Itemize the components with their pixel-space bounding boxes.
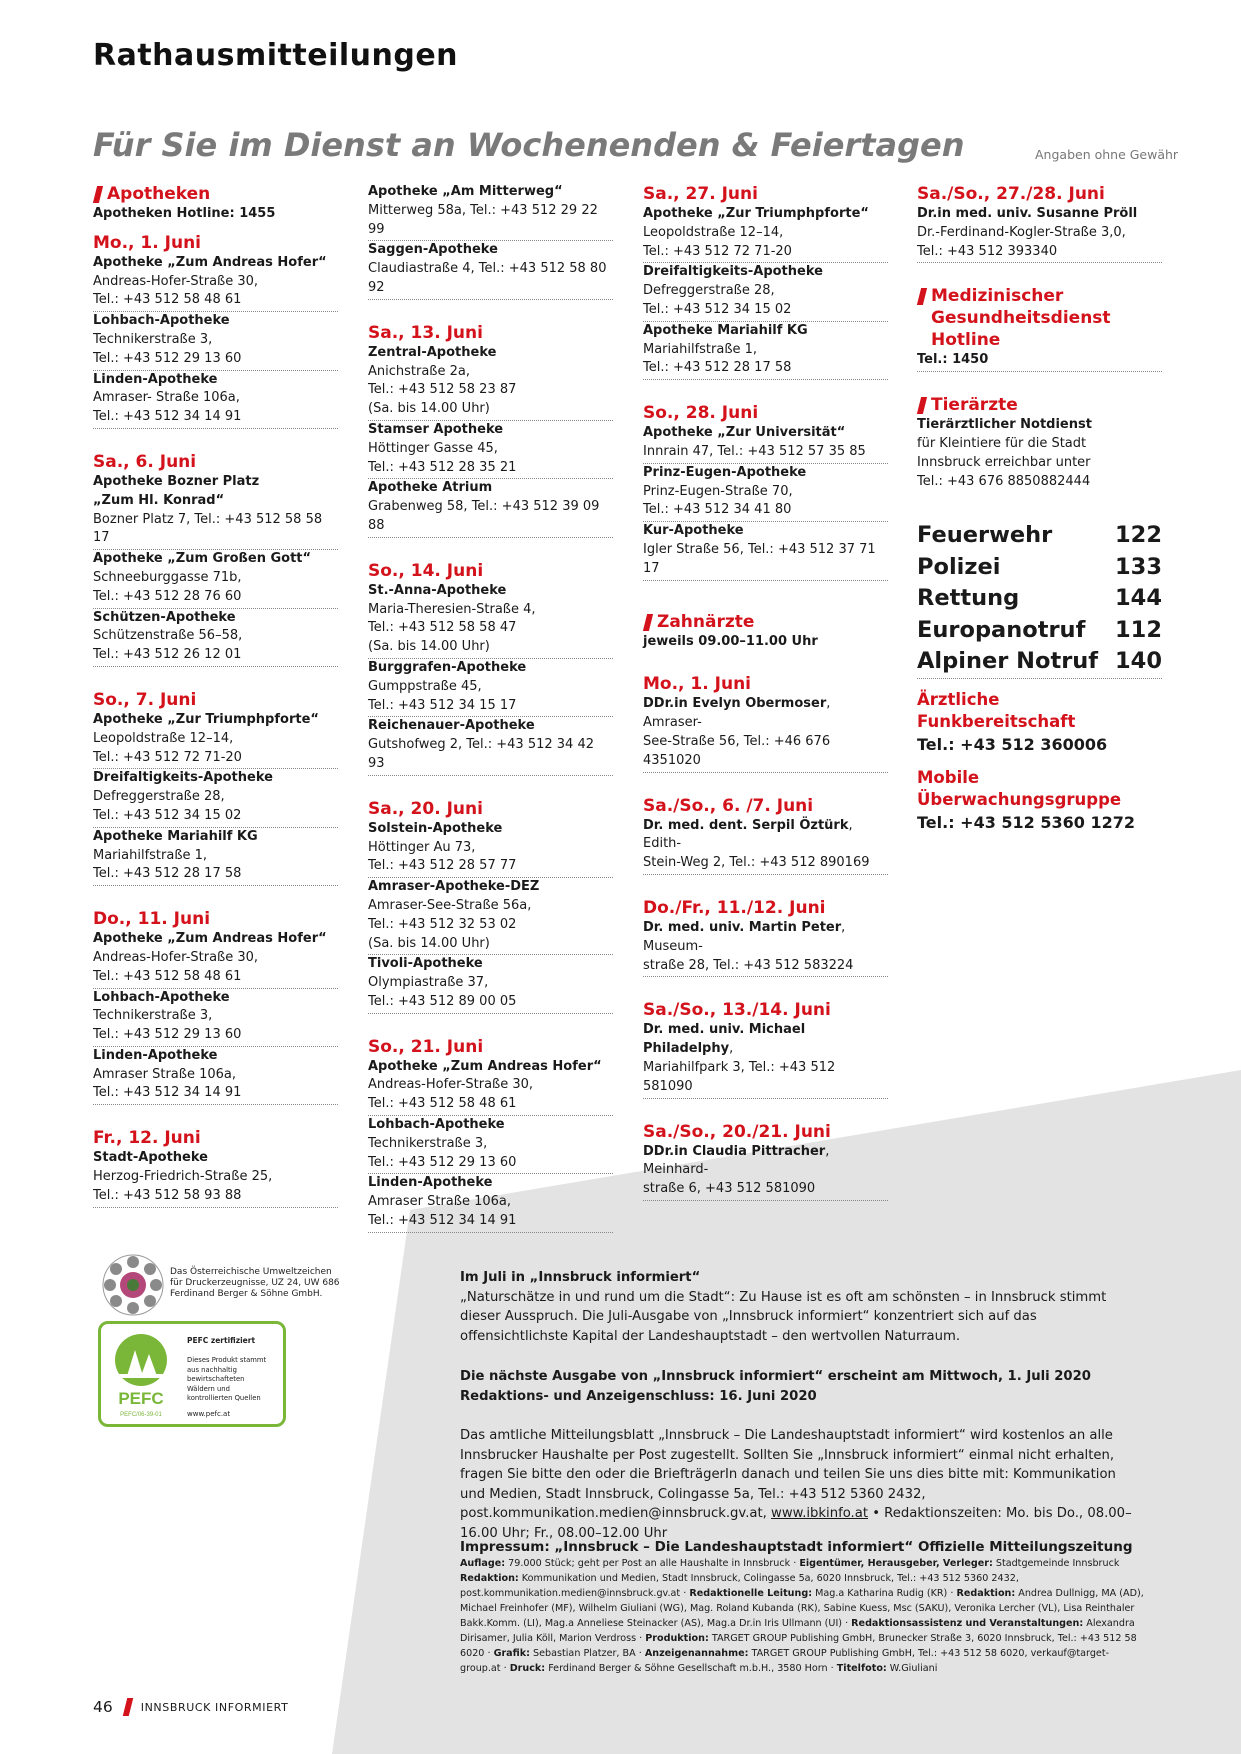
pharmacy-address-line: Mariahilfstraße 1, [643,341,758,357]
emergency-number: 122 [1115,522,1162,548]
duty-date: So., 7. Juni [93,689,197,710]
pharmacy-entry [368,1058,613,1116]
pharmacy-hotline: Apotheken Hotline: 1455 [93,206,276,221]
dentist-entry [643,1143,888,1201]
pharmacy-entry [368,1174,613,1232]
emergency-number: 144 [1115,585,1162,611]
deadline-text: Redaktions- und Anzeigenschluss: 16. Juni 2020 [460,1388,817,1404]
pharmacy-entry [368,241,613,299]
pharmacy-entry [643,424,888,464]
pharmacy-address-line: Igler Straße 56, Tel.: +43 512 37 71 17 [643,541,876,576]
pharmacy-address-line: Schützenstraße 56–58, [93,628,243,644]
pharmacy-address-line: Grabenweg 58, Tel.: +43 512 39 09 88 [368,499,600,533]
next-issue-text: Die nächste Ausgabe von „Innsbruck informiert“ erscheint am Mittwoch, 1. Juli 2020 [460,1369,1091,1384]
duty-date: Sa., 13. Juni [368,322,483,343]
pharmacy-address-line: Anichstraße 2a, [368,363,471,379]
pharmacy-name: Schützen-Apotheke [93,609,236,625]
pharmacy-entry [93,254,338,312]
duty-date: Fr., 12. Juni [93,1128,201,1149]
pharmacy-address-line: Tel.: +43 512 58 48 61 [368,1096,517,1112]
pharmacy-address-line: Tel.: +43 512 34 14 91 [93,409,242,425]
radio-standby-label: Ärztliche Funkbereitschaft [917,689,1076,731]
pharmacy-address-line: Defreggerstraße 28, [93,789,225,805]
impressum-label: Eigentümer, Herausgeber, Verleger: [799,1558,993,1569]
pharmacy-address-line: Tel.: +43 512 26 12 01 [93,647,242,663]
website-link[interactable]: www.ibkinfo.at [771,1506,869,1521]
impressum-label: Druck: [509,1663,546,1674]
impressum-label: Redaktion: [460,1573,519,1584]
eco-label-text-3: Ferdinand Berger & Söhne GmbH. [170,1289,323,1299]
doctor-entry: Dr.in med. univ. Susanne Pröll Dr.-Ferdinand-Kogler-Straße 3,0, Tel.: +43 512 393340 [917,205,1162,263]
dentist-name: Dr. med. univ. Michael Philadelphy [643,1022,806,1057]
duty-date: Sa., 6. Juni [93,451,197,472]
vet-service-name: Tierärztlicher Notdienst [917,417,1092,433]
pharmacy-entry [643,322,888,380]
pharmacy-address-line: Tel.: +43 512 34 41 80 [643,502,792,518]
dentist-address-start: , [729,1041,734,1057]
pharmacy-name: Linden-Apotheke [93,1047,218,1063]
pharmacy-address-line: Höttinger Au 73, [368,839,476,855]
dentist-name: Dr. med. univ. Martin Peter [643,919,842,935]
doctor-day-date: Sa./So., 27./28. Juni [917,184,1105,204]
mobile-monitoring-label: Mobile Überwachungsgruppe [917,767,1122,809]
pharmacy-entry [368,878,613,955]
july-preview [460,1268,1140,1346]
pharmacy-address-line: Tel.: +43 512 34 15 02 [93,807,242,823]
emergency-number: 140 [1115,648,1162,674]
impressum-title: Impressum: „Innsbruck – Die Landeshauptstadt informiert“ Offizielle Mitteilungszeitung [460,1539,1133,1555]
pharmacy-address-line: (Sa. bis 14.00 Uhr) [368,935,490,951]
pharmacy-name: Zentral-Apotheke [368,344,497,360]
pharmacy-name: Saggen-Apotheke [368,242,498,258]
impressum-value: Mag.a Katharina Rudig (KR) · [812,1588,957,1599]
pharmacy-address-line: Maria-Theresien-Straße 4, [368,601,536,617]
pharmacy-name: Apotheke „Zum Großen Gott“ [93,551,312,567]
pefc-title: PEFC zertifiziert [187,1336,256,1345]
pharmacy-address-line: Andreas-Hofer-Straße 30, [93,273,259,289]
emergency-label: Polizei [917,553,1001,580]
impressum-value: W.Giuliani [886,1663,938,1674]
medical-hotline-tel: Tel.: 1450 [917,351,1162,372]
page-header: Rathausmitteilungen [93,38,459,73]
dentist-date: Sa./So., 13./14. Juni [643,1000,831,1021]
pharmacy-name: Apotheke „Zur Triumphpforte“ [643,206,869,221]
impressum-value: Stadtgemeinde Innsbruck [992,1558,1120,1569]
pharmacy-name: Lohbach-Apotheke [93,313,230,329]
pharmacy-address-line: Leopoldstraße 12–14, [93,730,234,746]
emergency-label: Feuerwehr [917,522,1053,548]
emergency-label: Rettung [917,585,1020,611]
impressum-label: Auflage: [460,1558,506,1569]
pharmacy-name: Apotheke Atrium [368,480,493,496]
pharmacy-name: Apotheke Bozner Platz [93,473,260,489]
column-pharmacies-2 [368,183,613,1233]
emergency-label: Alpiner Notruf [917,648,1099,674]
mobile-monitoring-tel: Tel.: +43 512 5360 1272 [917,812,1136,832]
pharmacy-entry [643,464,888,522]
pharmacy-name: Prinz-Eugen-Apotheke [643,464,807,480]
impressum-label: Anzeigenannahme: [644,1648,749,1659]
pharmacy-entry [368,1116,613,1174]
pefc-url: www.pefc.at [187,1410,231,1418]
pharmacy-entry [368,582,613,659]
impressum-value: TARGET GROUP Publishing GmbH, Tel.: +43 512 58 6020, verkauf@target-group.at · [460,1648,1110,1674]
pharmacy-entry [93,1149,338,1207]
pharmacy-name: Linden-Apotheke [368,1175,493,1191]
dentist-address-start: , Edith- [643,817,853,852]
dentist-date: Mo., 1. Juni [643,674,751,695]
page-subtitle: Für Sie im Dienst an Wochenenden & Feiertagen [93,126,965,164]
pharmacy-address-line: Gumppstraße 45, [368,678,482,694]
pharmacy-address-line: Technikerstraße 3, [368,1135,488,1151]
dentist-address-line: Mariahilfpark 3, Tel.: +43 512 581090 [643,1059,836,1094]
pefc-code: PEFC/06-39-01 [120,1412,162,1418]
section-title-dentists: Zahnärzte [643,611,888,633]
pharmacy-name: Solstein-Apotheke [368,820,503,836]
dentist-entry [643,919,888,977]
dentist-date: Do./Fr., 11./12. Juni [643,897,826,918]
dentist-address-line: See-Straße 56, Tel.: +46 676 4351020 [643,733,831,768]
pharmacy-name: Linden-Apotheke [93,371,218,387]
dentist-entry [643,817,888,875]
pharmacy-name: Amraser-Apotheke-DEZ [368,879,540,895]
pharmacy-address-line: Bozner Platz 7, Tel.: +43 512 58 58 17 [93,511,323,546]
pharmacy-address-line: Claudiastraße 4, Tel.: +43 512 58 80 92 [368,261,607,295]
pharmacy-name: Lohbach-Apotheke [93,989,230,1005]
dentist-address-start: , Museum- [643,919,846,954]
impressum-text [460,1556,1145,1676]
pharmacy-name: Apotheke „Zum Andreas Hofer“ [93,254,327,270]
slash-icon [122,1698,132,1716]
official-text: Das amtliche Mitteilungsblatt „Innsbruck – Die Landeshauptstadt informiert“ wird kostenlos an alle Innsbrucker Haushalte per Post zugestellt. Sollten Sie „Innsbruck informiert“ einmal nicht erhalten, fragen Sie bitte den oder die BriefträgerIn danach und teilen Sie uns dies bitte mit: Kommunikation und Medien, Stadt Innsbruck, Colingasse 5a, Tel.: +43 512 5360 2432, post.kommunikation.medien@innsbruck.gv.at, [460,1428,1116,1521]
section-title-vets: Tierärzte [917,394,1162,416]
dentist-name: DDr.in Claudia Pittracher [643,1143,826,1159]
pharmacy-address-line: Gutshofweg 2, Tel.: +43 512 34 42 93 [368,737,594,771]
dentist-entry [643,695,888,772]
pharmacy-entry [93,550,338,608]
pharmacy-name: Kur-Apotheke [643,523,744,539]
pharmacy-address-line: Tel.: +43 512 89 00 05 [368,993,517,1009]
duty-date: Do., 11. Juni [93,909,211,930]
eco-label-logo [100,1252,340,1320]
pharmacy-address-line: Tel.: +43 512 28 57 77 [368,858,517,874]
dentist-name: Dr. med. dent. Serpil Öztürk [643,817,849,833]
pharmacy-address-line: Tel.: +43 512 58 48 61 [93,292,242,308]
doctor-name: Dr.in med. univ. Susanne Pröll [917,206,1138,221]
duty-date: Sa., 27. Juni [643,184,758,204]
emergency-row [917,520,1162,552]
pharmacy-entry [93,769,338,827]
pefc-logo: PEFC PEFC/06-39-01 PEFC zertifiziert Dieses Produkt stammt aus nachhaltig bewirtschafteten Wäldern und kontrollierten Quellen www.pefc.at [98,1321,286,1427]
magazine-name: INNSBRUCK INFORMIERT [140,1700,289,1714]
pharmacy-name: Apotheke „Zum Andreas Hofer“ [368,1058,602,1074]
pharmacy-entry [368,421,613,479]
pharmacy-address-line: Tel.: +43 512 58 48 61 [93,968,242,984]
duty-date: So., 21. Juni [368,1036,484,1057]
pharmacy-address-line: Tel.: +43 512 28 17 58 [643,360,792,376]
next-issue [460,1367,1140,1406]
duty-date: So., 14. Juni [368,560,484,581]
duty-date: Sa., 20. Juni [368,798,483,819]
pharmacy-name: Dreifaltigkeits-Apotheke [643,264,823,280]
pharmacy-name: Lohbach-Apotheke [368,1117,505,1133]
pharmacy-name-line2: „Zum Hl. Konrad“ [93,492,225,508]
pharmacy-entry [643,205,888,263]
pharmacy-address-line: Herzog-Friedrich-Straße 25, [93,1169,273,1185]
emergency-row [917,583,1162,615]
impressum [460,1538,1145,1676]
pharmacy-address-line: Tel.: +43 512 29 13 60 [368,1154,517,1170]
impressum-label: Redaktion: [956,1588,1016,1599]
pharmacy-entry [93,609,338,667]
pharmacy-entry [93,989,338,1047]
pharmacy-address-line: (Sa. bis 14.00 Uhr) [368,401,490,417]
pharmacy-entry [368,659,613,717]
pharmacy-address-line: Tel.: +43 512 58 58 47 [368,620,517,636]
page-number: 46 [93,1698,113,1716]
pharmacy-address-line: Tel.: +43 512 58 23 87 [368,382,517,398]
impressum-value: Sebastian Platzer, BA · [530,1648,645,1659]
column-pharmacies-1 [93,183,338,1208]
slash-icon [917,288,927,305]
emergency-label: Europanotruf [917,616,1086,643]
pharmacy-name: Burggrafen-Apotheke [368,659,527,675]
pharmacy-entry [368,820,613,878]
pharmacy-entry [368,955,613,1013]
pharmacy-name: St.-Anna-Apotheke [368,582,507,598]
pharmacy-address-line: Tel.: +43 512 34 14 91 [93,1085,242,1101]
pharmacy-address-line: Tel.: +43 512 72 71-20 [643,243,792,259]
eco-label-icon [100,1252,166,1318]
pharmacy-address-line: Schneeburggasse 71b, [93,569,242,585]
pefc-tree-icon [105,1326,185,1422]
pharmacy-name: Apotheke „Zum Andreas Hofer“ [93,931,327,947]
pharmacy-address-line: Tel.: +43 512 34 14 91 [368,1213,517,1229]
emergency-number: 112 [1115,616,1162,643]
pharmacy-entry [368,479,613,537]
pharmacy-name: Dreifaltigkeits-Apotheke [93,770,273,786]
pharmacy-address-line: Leopoldstraße 12–14, [643,224,784,240]
pharmacy-address-line: Tel.: +43 512 72 71-20 [93,749,242,765]
pharmacy-address-line: Prinz-Eugen-Straße 70, [643,483,793,499]
dentist-date: Sa./So., 6. /7. Juni [643,795,814,816]
disclaimer: Angaben ohne Gewähr [1035,147,1179,162]
pharmacy-address-line: Tel.: +43 512 58 93 88 [93,1187,242,1203]
pharmacy-address-line: Tel.: +43 512 29 13 60 [93,1027,242,1043]
pharmacy-address-line: Amraser-See-Straße 56a, [368,897,532,913]
impressum-label: Redaktionsassistenz und Veranstaltungen: [851,1618,1084,1629]
emergency-number: 133 [1115,553,1162,580]
column-pharmacies-3 [643,183,888,1201]
pharmacy-entry [368,717,613,775]
pharmacy-address-line: Tel.: +43 512 29 13 60 [93,350,242,366]
pharmacy-entry [643,263,888,321]
dentist-address-line: Stein-Weg 2, Tel.: +43 512 890169 [643,855,870,871]
pharmacy-entry [93,1047,338,1105]
eco-label-text-2: für Druckerzeugnisse, UZ 24, UW 686 [170,1278,340,1288]
dentist-address-line: straße 6, +43 512 581090 [643,1181,816,1197]
pharmacy-name: Reichenauer-Apotheke [368,718,535,734]
dentist-entry [643,1021,888,1098]
dentist-address-line: straße 28, Tel.: +43 512 583224 [643,957,854,973]
pharmacy-entry [93,711,338,769]
pharmacy-address-line: Andreas-Hofer-Straße 30, [368,1077,534,1093]
dentist-hours: jeweils 09.00–11.00 Uhr [643,633,818,649]
eco-label-text-1: Das Österreichische Umweltzeichen [170,1267,332,1277]
pharmacy-entry [93,371,338,429]
slash-icon [643,614,653,631]
pharmacy-entry [93,473,338,550]
emergency-row [917,552,1162,584]
pharmacy-address-line: Tel.: +43 512 32 53 02 [368,916,517,932]
pefc-label: PEFC [118,1389,164,1408]
pharmacy-address-line: Mitterweg 58a, Tel.: +43 512 29 22 99 [368,202,598,237]
pharmacy-entry [368,344,613,421]
pharmacy-address-line: Amraser- Straße 106a, [93,390,240,406]
pharmacy-entry [368,183,613,241]
pharmacy-name: Tivoli-Apotheke [368,956,483,972]
emergency-numbers [917,520,1162,845]
pharmacy-address-line: Tel.: +43 512 34 15 17 [368,697,517,713]
pharmacy-entry [93,312,338,370]
impressum-value: TARGET GROUP Publishing GmbH, Brunecker Straße 3, 6020 Innsbruck, Tel.: +43 512 58 6020 · [460,1633,1137,1659]
pharmacy-name: Apotheke „Zur Universität“ [643,425,846,441]
dentist-date: Sa./So., 20./21. Juni [643,1121,831,1142]
pharmacy-address-line: Tel.: +43 512 28 35 21 [368,459,517,475]
duty-date: Mo., 1. Juni [93,232,201,253]
pharmacy-address-line: Innrain 47, Tel.: +43 512 57 35 85 [643,443,866,459]
impressum-label: Redaktionelle Leitung: [689,1588,813,1599]
impressum-value: Ferdinand Berger & Söhne Gesellschaft m.b.H., 3580 Horn · [545,1663,837,1674]
impressum-value: Kommunikation und Medien, Stadt Innsbruck, Colingasse 5a, 6020 Innsbruck, Tel.: +43 512 5360 2432, post.kommunikation.medien@innsbruck.gv.at · [460,1573,1019,1599]
official-notice [460,1426,1140,1543]
pharmacy-address-line: Technikerstraße 3, [93,331,213,347]
impressum-label: Produktion: [645,1633,709,1644]
column-services: Sa./So., 27./28. Juni Dr.in med. univ. Susanne Pröll Dr.-Ferdinand-Kogler-Straße 3,0, Tel.: +43 512 393340 Medizinischer Gesundheitsdienst Hotline Tel.: 1450 Tierärzte Tierärztlicher Notdienst für Kleintiere für die Stadt Innsbruck erreichbar unter Tel.: +43 676 8850882444 [917,183,1162,491]
radio-standby-tel: Tel.: +43 512 360006 [917,734,1108,754]
slash-icon [93,186,103,203]
section-title-medical-hotline: Medizinischer Gesundheitsdienst Hotline [917,285,1162,351]
office-hours: • Redaktionszeiten: Mo. bis Do., 08.00–16.00 Uhr; Fr., 08.00–12.00 Uhr [460,1506,1132,1541]
pharmacy-name: Apotheke Mariahilf KG [643,322,808,338]
page-footer [93,1698,288,1716]
section-title-pharmacies: Apotheken [93,183,338,205]
pharmacy-name: Apotheke Mariahilf KG [93,828,258,844]
slash-icon [917,397,927,414]
pharmacy-address-line: Olympiastraße 37, [368,975,489,991]
impressum-value: 79.000 Stück; geht per Post an alle Haushalte in Innsbruck · [505,1558,800,1569]
pharmacy-name: Apotheke „Zur Triumphpforte“ [93,711,319,727]
impressum-label: Grafik: [493,1648,530,1659]
pharmacy-address-line: Tel.: +43 512 28 17 58 [93,866,242,882]
pharmacy-entry [643,522,888,580]
impressum-value: Andrea Dullnigg, MA (AD), Michael Freinhofer (MF), Wilhelm Giuliani (WG), Mag. Roland Kubanda (RK), Sabine Kuess, Msc (SAKU), Veronika Lercher (VL), Lisa Reinthaler Bakk.Komm. (LI), Mag.a Anneliese Steinacker (AS), Mag.a Dr.in Iris Ullmann (UI) · [460,1588,1144,1629]
pharmacy-name: Stamser Apotheke [368,421,504,437]
impressum-label: Titelfoto: [836,1663,887,1674]
pharmacy-address-line: Tel.: +43 512 34 15 02 [643,301,792,317]
dentist-name: DDr.in Evelyn Obermoser [643,696,827,712]
pharmacy-name: Apotheke „Am Mitterweg“ [368,184,563,199]
dentist-address-start: , Meinhard- [643,1143,830,1178]
impressum-value: Alexandra Dirisamer, Julia Köll, Marion Verdross · [460,1618,1135,1644]
pharmacy-entry [93,930,338,988]
pharmacy-address-line: Defreggerstraße 28, [643,283,775,299]
dentist-address-start: , Amraser- [643,696,831,731]
pharmacy-address-line: Mariahilfstraße 1, [93,847,208,863]
emergency-row [917,646,1162,679]
pharmacy-address-line: Amraser Straße 106a, [368,1194,512,1210]
pharmacy-address-line: Höttinger Gasse 45, [368,440,498,456]
pharmacy-entry [93,828,338,886]
pharmacy-name: Stadt-Apotheke [93,1150,208,1166]
pharmacy-address-line: Amraser Straße 106a, [93,1066,237,1082]
july-text: „Naturschätze in und rund um die Stadt“: Zu Hause ist es oft am schönsten – in Innsbruck stimmt dieser Ausspruch. Die Juli-Ausgabe von „Innsbruck informiert“ konzentriert sich auf das offensichtlichste Kapital der Landeshauptstadt – den wertvollen Naturraum. [460,1289,1107,1344]
duty-date: So., 28. Juni [643,403,759,424]
pharmacy-address-line: Andreas-Hofer-Straße 30, [93,949,259,965]
pharmacy-address-line: Tel.: +43 512 28 76 60 [93,588,242,604]
emergency-row [917,615,1162,647]
pharmacy-address-line: (Sa. bis 14.00 Uhr) [368,639,490,655]
july-title: Im Juli in „Innsbruck informiert“ [460,1270,701,1285]
pharmacy-address-line: Technikerstraße 3, [93,1008,213,1024]
